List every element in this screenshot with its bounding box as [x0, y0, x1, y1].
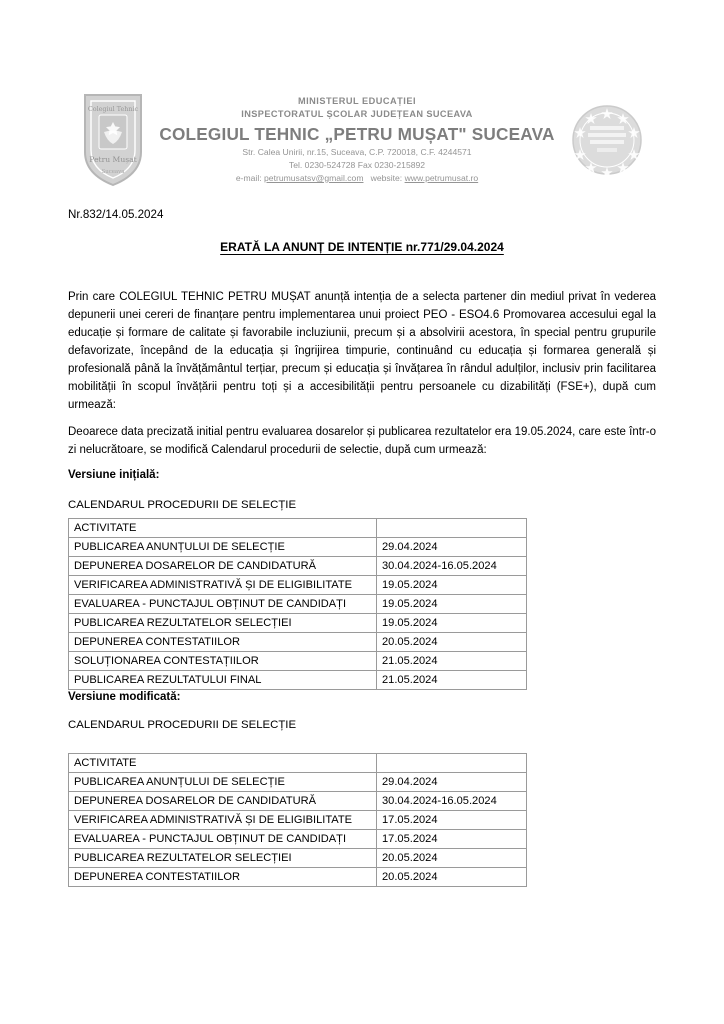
- document-title-text: ERATĂ LA ANUNȚ DE INTENȚIE nr.771/29.04.2024: [220, 240, 504, 254]
- table-row: [69, 773, 527, 792]
- cell-activity: EVALUAREA - PUNCTAJUL OBȚINUT DE CANDIDAȚI: [69, 830, 377, 849]
- cell-activity: PUBLICAREA REZULTATULUI FINAL: [69, 671, 377, 690]
- cell-activity: DEPUNEREA DOSARELOR DE CANDIDATURĂ: [69, 557, 377, 576]
- cell-activity: PUBLICAREA ANUNȚULUI DE SELECȚIE: [69, 538, 377, 557]
- website-label: website:: [370, 172, 403, 183]
- table-row: [69, 830, 527, 849]
- table-row: [69, 849, 527, 868]
- table-row: [69, 576, 527, 595]
- cell-activity: DEPUNEREA DOSARELOR DE CANDIDATURĂ: [69, 792, 377, 811]
- calendar-table-initial: [68, 518, 527, 690]
- cell-date: 20.05.2024: [377, 868, 527, 887]
- cell-date: 17.05.2024: [377, 830, 527, 849]
- cell-date: 17.05.2024: [377, 811, 527, 830]
- cell-date: [377, 754, 527, 773]
- website-address[interactable]: www.petrumusat.ro: [404, 172, 479, 183]
- table-row: [69, 671, 527, 690]
- inspectorate-line: INSPECTORATUL ȘCOLAR JUDEȚEAN SUCEAVA: [241, 108, 473, 119]
- paragraph-intent: Prin care COLEGIUL TEHNIC PETRU MUȘAT anunță intenția de a selecta partener din mediul privat în vederea depunerii unei cereri de finanțare pentru implementarea unui proiect PEO - ESO4.6 Promovarea accesului egal la educație și formare de calitate și favorabile incluziunii, precum și a absolvirii acestora, în special pentru grupurile defavorizate, începând de la educația și îngrijirea timpurie, continuând cu educația și formarea generală și profesională până la învățământul terțiar, precum și educația și învățarea în rândul adulților, inclusiv prin facilitarea mobilității în scopul învățării pentru toți și a accesibilității pentru persoanele cu dizabilități (FSE+), după cum urmează:: [68, 291, 656, 411]
- document-title: [0, 240, 724, 254]
- table-row: [69, 754, 527, 773]
- email-label: e-mail:: [235, 172, 262, 183]
- table-row: [69, 811, 527, 830]
- calendar-caption-modified: CALENDARUL PROCEDURII DE SELECȚIE: [68, 719, 297, 731]
- cell-date: 29.04.2024: [377, 538, 527, 557]
- letterhead-text-block: [144, 96, 570, 184]
- cell-activity: SOLUȚIONAREA CONTESTAȚIILOR: [69, 652, 377, 671]
- cell-date: 20.05.2024: [377, 849, 527, 868]
- svg-text:Colegiul Tehnic: Colegiul Tehnic: [87, 105, 139, 113]
- cell-date: 30.04.2024-16.05.2024: [377, 557, 527, 576]
- cell-activity: PUBLICAREA ANUNȚULUI DE SELECȚIE: [69, 773, 377, 792]
- table-row: [69, 868, 527, 887]
- subheading-initial-version: Versiune inițială:: [68, 469, 160, 481]
- cell-date: 19.05.2024: [377, 595, 527, 614]
- cell-activity: VERIFICAREA ADMINISTRATIVĂ ȘI DE ELIGIBILITATE: [69, 576, 377, 595]
- subheading-modified-version: Versiune modificată:: [68, 691, 181, 703]
- cell-activity: VERIFICAREA ADMINISTRATIVĂ ȘI DE ELIGIBILITATE: [69, 811, 377, 830]
- official-seal-stamp: [570, 103, 644, 177]
- cell-activity: PUBLICAREA REZULTATELOR SELECȚIEI: [69, 614, 377, 633]
- cell-date: 21.05.2024: [377, 652, 527, 671]
- table-row: [69, 614, 527, 633]
- calendar-table-modified: [68, 753, 527, 887]
- table-row: [69, 519, 527, 538]
- school-crest-logo: [82, 92, 144, 188]
- ministry-line: MINISTERUL EDUCAȚIEI: [297, 96, 417, 107]
- contact-line: [150, 173, 564, 184]
- cell-date: [377, 519, 527, 538]
- table-row: [69, 538, 527, 557]
- school-name-line: COLEGIUL TEHNIC „PETRU MUȘAT" SUCEAVA: [159, 123, 555, 144]
- cell-date: 21.05.2024: [377, 671, 527, 690]
- svg-text:Petru Mușat: Petru Mușat: [89, 155, 137, 164]
- cell-activity: DEPUNEREA CONTESTATIILOR: [69, 633, 377, 652]
- email-address[interactable]: petrumusatsv@gmail.com: [264, 172, 364, 183]
- table-row: [69, 633, 527, 652]
- document-number: Nr.832/14.05.2024: [68, 208, 164, 221]
- cell-activity: PUBLICAREA REZULTATELOR SELECȚIEI: [69, 849, 377, 868]
- cell-date: 19.05.2024: [377, 576, 527, 595]
- cell-activity: EVALUAREA - PUNCTAJUL OBȚINUT DE CANDIDAȚI: [69, 595, 377, 614]
- calendar-table-initial-body: [69, 519, 527, 690]
- cell-date: 20.05.2024: [377, 633, 527, 652]
- letterhead: [82, 88, 644, 192]
- cell-date: 29.04.2024: [377, 773, 527, 792]
- table-row: [69, 792, 527, 811]
- paragraph-date-change: Deoarece data precizată initial pentru evaluarea dosarelor și publicarea rezultatelor era 19.05.2024, care este într-o zi nelucrătoare, se modifică Calendarul procedurii de selectie, după cum urmează:: [68, 426, 656, 456]
- table-row: [69, 652, 527, 671]
- cell-activity: ACTIVITATE: [69, 754, 377, 773]
- cell-activity: ACTIVITATE: [69, 519, 377, 538]
- calendar-caption-initial: CALENDARUL PROCEDURII DE SELECȚIE: [68, 499, 297, 511]
- calendar-table-modified-body: [69, 754, 527, 887]
- phone-line: Tel. 0230-524728 Fax 0230-215892: [288, 159, 426, 170]
- svg-text:Suceava: Suceava: [101, 169, 125, 175]
- cell-date: 19.05.2024: [377, 614, 527, 633]
- cell-date: 30.04.2024-16.05.2024: [377, 792, 527, 811]
- cell-activity: DEPUNEREA CONTESTATIILOR: [69, 868, 377, 887]
- address-line: Str. Calea Unirii, nr.15, Suceava, C.P. 720018, C.F. 4244571: [242, 146, 472, 157]
- table-row: [69, 557, 527, 576]
- table-row: [69, 595, 527, 614]
